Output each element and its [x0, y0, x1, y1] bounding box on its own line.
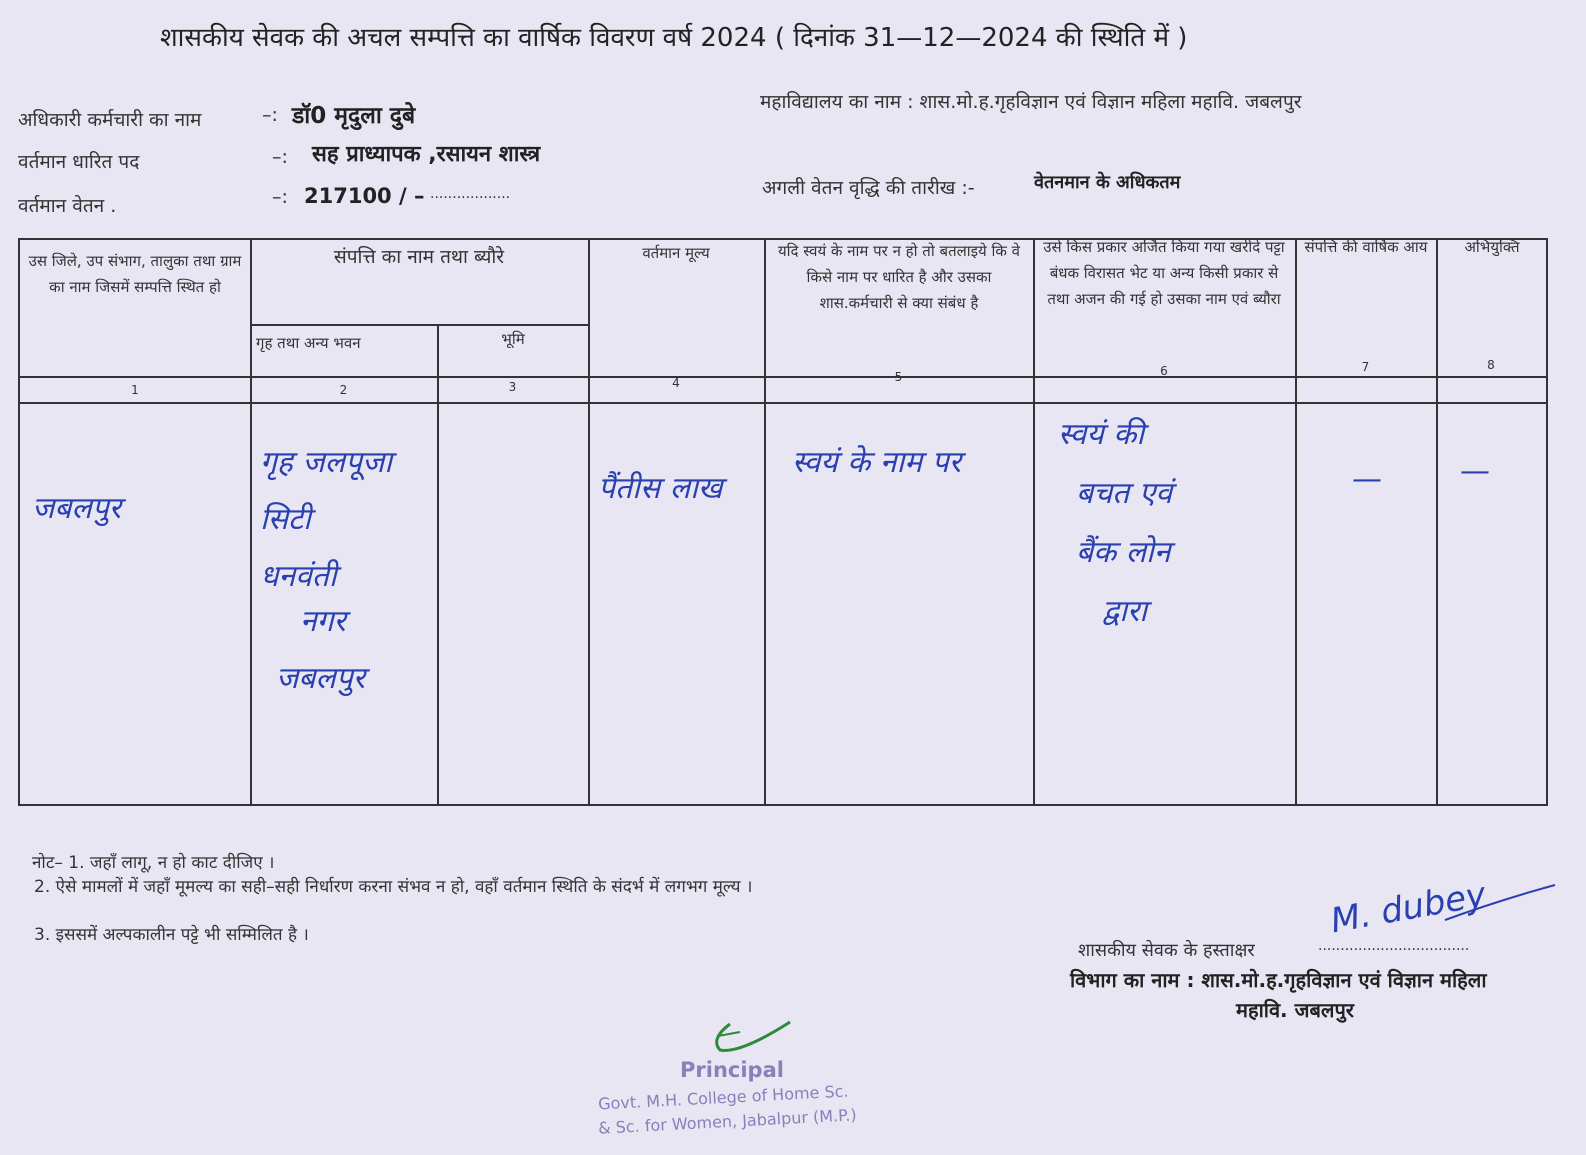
department-line-1: विभाग का नाम : शास.मो.ह.गृहविज्ञान एवं विज्ञान महिला — [1070, 968, 1487, 992]
col-number: 4 — [672, 376, 680, 390]
col-number: 3 — [508, 380, 517, 394]
officer-name-value: डॉ0 मृदुला दुबे — [292, 103, 416, 129]
property-table — [18, 238, 1548, 806]
stamp-location: & Sc. for Women, Jabalpur (M.P.) — [597, 1105, 858, 1138]
note-3: 3. इससमें अल्पकालीन पट्टे भी सम्मिलित है । — [34, 925, 309, 945]
col-divider — [1436, 240, 1438, 804]
header-acquisition: उसे किस प्रकार अर्जित किया गया खरीदे पट्टा बंधक विरासत भेट या अन्य किसी प्रकार से तथा अजन की गई हो उसका नाम एवं ब्यौरा — [1043, 238, 1285, 308]
department-line-2: महावि. जबलपुर — [1236, 998, 1354, 1022]
cell-acquired — [1058, 412, 1172, 630]
post-separator: –: — [272, 146, 288, 168]
header-building: गृह तथा अन्य भवन — [256, 334, 361, 352]
officer-name-label: अधिकारी कर्मचारी का नाम — [18, 109, 202, 131]
header-holder: यदि स्वयं के नाम पर न हो तो बतलाइये कि वे किसे नाम पर धारित है और उसका शास.कर्मचारी से क्या संबंध है — [777, 242, 1021, 312]
salary-value: 217100 / – — [304, 184, 425, 208]
header-property-group: संपत्ति का नाम तथा ब्यौरे — [333, 246, 505, 268]
col-divider — [588, 240, 590, 804]
col-number: 6 — [1160, 364, 1168, 378]
building-line: धनवंती — [260, 559, 337, 594]
cell-remarks: — — [1460, 454, 1490, 489]
college-name: महाविद्यालय का नाम : शास.मो.ह.गृहविज्ञान एवं विज्ञान महिला महावि. जबलपुर — [760, 91, 1302, 113]
col-divider — [1295, 240, 1297, 804]
cell-income: — — [1352, 462, 1382, 497]
building-line: जबलपुर — [276, 661, 366, 696]
salary-dots: .................. — [430, 186, 511, 202]
note-2: 2. ऐसे मामलों में जहाँ मूमल्य का सही–सही निर्धारण करना संभव न हो, वहाँ वर्तमान स्थिति के संदर्भ में लगभग मूल्य । — [34, 877, 753, 897]
increment-value: वेतनमान के अधिकतम — [1034, 172, 1181, 193]
post-label: वर्तमान धारित पद — [18, 151, 140, 173]
cell-district: जबलपुर — [32, 491, 122, 526]
building-line: नगर — [300, 604, 346, 639]
header-current-value: वर्तमान मूल्य — [642, 244, 710, 262]
col-number: 8 — [1487, 358, 1495, 372]
col-number: 7 — [1361, 360, 1370, 374]
salary-separator: –: — [272, 186, 288, 208]
salary-label: वर्तमान वेतन . — [18, 195, 117, 217]
signature-flourish — [1440, 880, 1560, 940]
increment-label: अगली वेतन वृद्धि की तारीख :- — [762, 177, 975, 199]
cell-value: पैंतीस लाख — [598, 471, 723, 506]
building-line: गृह जलपूजा — [260, 445, 393, 480]
acquired-line: बचत एवं — [1076, 476, 1173, 511]
header-land: भूमि — [501, 330, 525, 348]
col-divider — [437, 324, 439, 804]
note-1: नोट– 1. जहाँ लागू, न हो काट दीजिए । — [32, 853, 275, 873]
header-remarks: अभियुक्ति — [1464, 238, 1520, 256]
header-location: उस जिले, उप संभाग, तालुका तथा ग्राम का नाम जिसमें सम्पत्ति स्थित हो — [28, 252, 242, 296]
officer-name-separator: –: — [262, 104, 278, 126]
signature-dots: .................................. — [1318, 938, 1470, 954]
col-number: 5 — [894, 370, 903, 384]
col-number: 1 — [131, 383, 139, 397]
acquired-line: द्वारा — [1102, 594, 1148, 629]
page-title: शासकीय सेवक की अचल सम्पत्ति का वार्षिक विवरण वर्ष 2024 ( दिनांक 31—12—2024 की स्थिति में ) — [160, 23, 1188, 53]
building-line: सिटी — [260, 502, 311, 537]
col-divider — [764, 240, 766, 804]
stamp-principal: Principal — [680, 1058, 784, 1082]
stamp-college: Govt. M.H. College of Home Sc. — [597, 1081, 849, 1114]
cell-holder: स्वयं के नाम पर — [792, 445, 962, 480]
principal-signature-mark — [700, 1014, 800, 1064]
header-annual-income: संपत्ति की वार्षिक आय — [1304, 238, 1428, 256]
col-number: 2 — [339, 383, 348, 397]
row-divider — [20, 402, 1546, 404]
signature-label: शासकीय सेवक के हस्ताक्षर — [1078, 940, 1255, 961]
col-divider — [1033, 240, 1035, 804]
acquired-line: बैंक लोन — [1076, 535, 1171, 570]
cell-building — [260, 440, 435, 697]
post-value: सह प्राध्यापक ,रसायन शास्त्र — [312, 142, 541, 167]
signature-handwritten: M. dubey — [1327, 874, 1489, 942]
acquired-line: स्वयं की — [1058, 417, 1145, 452]
